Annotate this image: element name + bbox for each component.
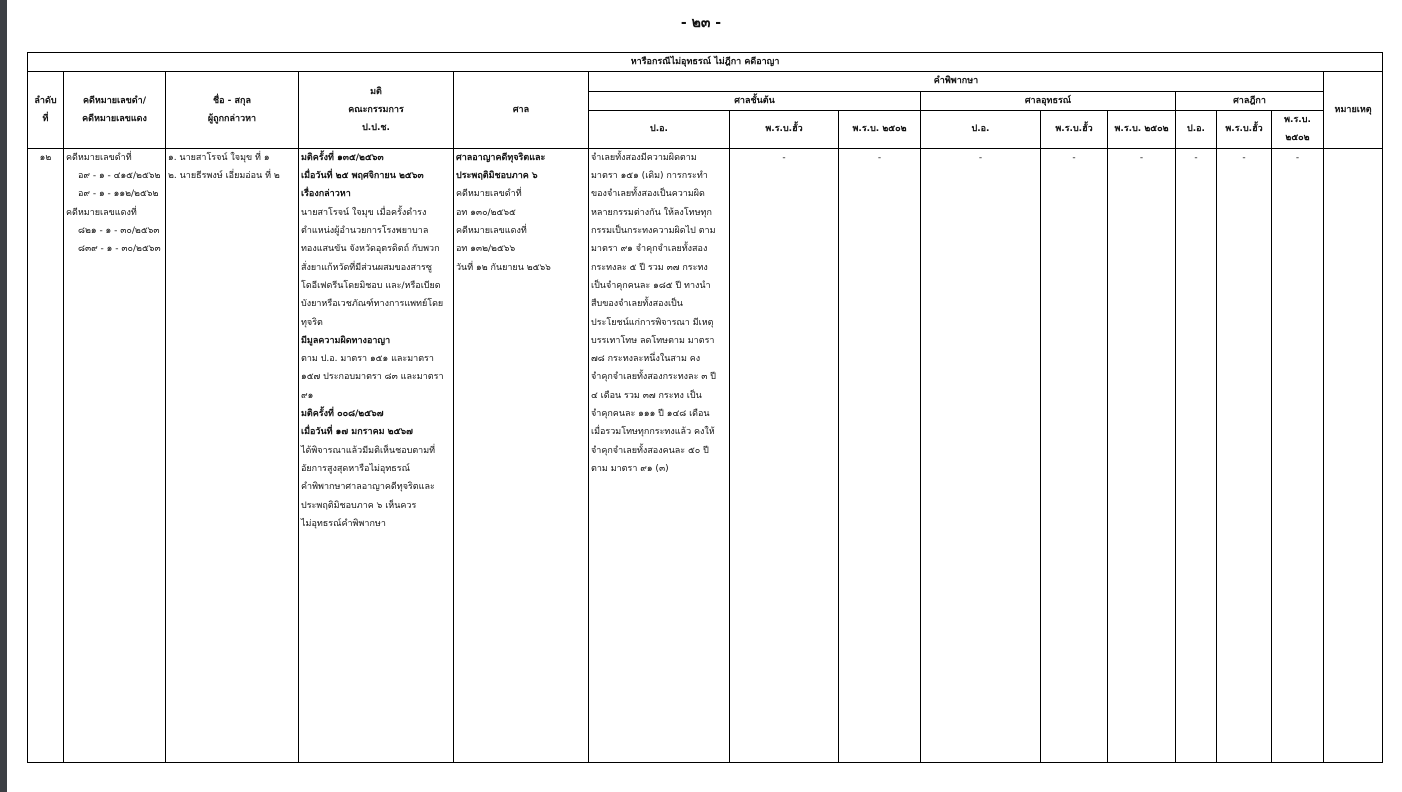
header-remarks: หมายเหตุ: [1324, 72, 1383, 149]
cell-appeal-act-2502: -: [1108, 148, 1176, 762]
page-number: - ๒๓ -: [680, 15, 722, 31]
header-appeal-act-2502: พ.ร.บ. ๒๕๐๒: [1108, 110, 1176, 148]
cell-court: ศาลอาญาคดีทุจริตและ ประพฤติมิชอบภาค ๖ คดีหมายเลขดำที่ อท ๑๓๐/๒๕๖๕ คดีหมายเลขแดงที่ อท ๑๓๒/๒๕๖๖ วันที่ ๑๒ กันยายน ๒๕๖๖: [454, 148, 589, 762]
cell-order: ๑๒: [28, 148, 64, 762]
header-appeal-pro-law: พ.ร.บ.ฮั้ว: [1041, 110, 1108, 148]
window-edge-bar: [0, 0, 7, 792]
header-judgment: คำพิพากษา: [589, 72, 1324, 91]
header-case-number: คดีหมายเลขดำ/ คดีหมายเลขแดง: [64, 72, 166, 149]
cell-supreme-criminal-code: -: [1176, 148, 1217, 762]
cell-names: ๑. นายสาโรจน์ ใจมุข ที่ ๑ ๒. นายธีรพงษ์ เอี่ยมอ่อน ที่ ๒: [166, 148, 299, 762]
cell-judgment-first-criminal-code: จำเลยทั้งสองมีความผิดตาม มาตรา ๑๕๑ (เดิม) การกระทำ ของจำเลยทั้งสองเป็นความผิด หลายกรรมต่างกัน ให้ลงโทษทุก กรรมเป็นกระทงความผิดไป ตาม มาตรา ๙๑ จำคุกจำเลยทั้งสอง กระทงละ ๕ ปี รวม ๓๗ กระทง เป็นจำคุกคนละ ๑๘๕ ปี ทางนำ สืบของจำเลยทั้งสองเป็น ประโยชน์แก่การพิจารณา มีเหตุ บรรเทาโทษ ลดโทษตาม มาตรา ๗๘ กระทงละหนึ่งในสาม คง จำคุกจำเลยทั้งสองกระทงละ ๓ ปี ๔ เดือน รวม ๓๗ กระทง เป็น จำคุกคนละ ๑๑๑ ปี ๑๔๘ เดือน เมื่อรวมโทษทุกกระทงแล้ว คงให้ จำคุกจำเลยทั้งสองคนละ ๕๐ ปี ตาม มาตรา ๙๑ (๓): [589, 148, 730, 762]
header-supreme-act-2502: พ.ร.บ. ๒๕๐๒: [1272, 110, 1324, 148]
header-supreme-court: ศาลฎีกา: [1176, 91, 1324, 110]
case-table: [27, 52, 1383, 763]
section-title: หารือกรณีไม่อุทธรณ์ ไม่ฎีกา คดีอาญา: [28, 53, 1383, 72]
cell-first-act-2502: -: [839, 148, 921, 762]
header-first-court: ศาลชั้นต้น: [589, 91, 921, 110]
header-appeal-court: ศาลอุทธรณ์: [921, 91, 1176, 110]
cell-supreme-pro-law: -: [1217, 148, 1272, 762]
cell-resolution: มติครั้งที่ ๑๓๕/๒๕๖๓ เมื่อวันที่ ๒๕ พฤศจิกายน ๒๕๖๓ เรื่องกล่าวหา นายสาโรจน์ ใจมุข เมื่อครั้งดำรง ตำแหน่งผู้อำนวยการโรงพยาบาล ทองแสนขัน จังหวัดอุตรดิตถ์ กับพวก สั่งยาแก้หวัดที่มีส่วนผสมของสารซู โดอีเฟดรีนโดยมิชอบ และ/หรือเบียด บังยาหรือเวชภัณฑ์ทางการแพทย์โดย ทุจริต มีมูลความผิดทางอาญา ตาม ป.อ. มาตรา ๑๕๑ และมาตรา ๑๕๗ ประกอบมาตรา ๘๓ และมาตรา ๙๑ มติครั้งที่ ๐๐๘/๒๕๖๗ เมื่อวันที่ ๑๗ มกราคม ๒๕๖๗ ได้พิจารณาแล้วมีมติเห็นชอบตามที่ อัยการสูงสุดหารือไม่อุทธรณ์ คำพิพากษาศาลอาญาคดีทุจริตและ ประพฤติมิชอบภาค ๖ เห็นควร ไม่อุทธรณ์คำพิพากษา: [299, 148, 454, 762]
cell-remarks: [1324, 148, 1383, 762]
header-supreme-pro-law: พ.ร.บ.ฮั้ว: [1217, 110, 1272, 148]
cell-supreme-act-2502: -: [1272, 148, 1324, 762]
header-resolution: มติ คณะกรรมการ ป.ป.ช.: [299, 72, 454, 149]
table-row: [28, 148, 1383, 762]
header-court: ศาล: [454, 72, 589, 149]
cell-appeal-pro-law: -: [1041, 148, 1108, 762]
header-appeal-criminal-code: ป.อ.: [921, 110, 1041, 148]
cell-case-number: คดีหมายเลขดำที่ อ๙ - ๑ - ๔๑๕/๒๕๖๒ อ๙ - ๑ - ๑๑๒/๒๕๖๒ คดีหมายเลขแดงที่ ๘๒๑ - ๑ - ๓๐/๒๕๖๓ ๘๓๙ - ๑ - ๓๐/๒๕๖๓: [64, 148, 166, 762]
header-order: ลำดับ ที่: [28, 72, 64, 149]
cell-first-pro-law: -: [730, 148, 839, 762]
header-name: ชื่อ - สกุล ผู้ถูกกล่าวหา: [166, 72, 299, 149]
header-first-criminal-code: ป.อ.: [589, 110, 730, 148]
header-supreme-criminal-code: ป.อ.: [1176, 110, 1217, 148]
header-first-act-2502: พ.ร.บ. ๒๕๐๒: [839, 110, 921, 148]
header-first-pro-law: พ.ร.บ.ฮั้ว: [730, 110, 839, 148]
cell-appeal-criminal-code: -: [921, 148, 1041, 762]
